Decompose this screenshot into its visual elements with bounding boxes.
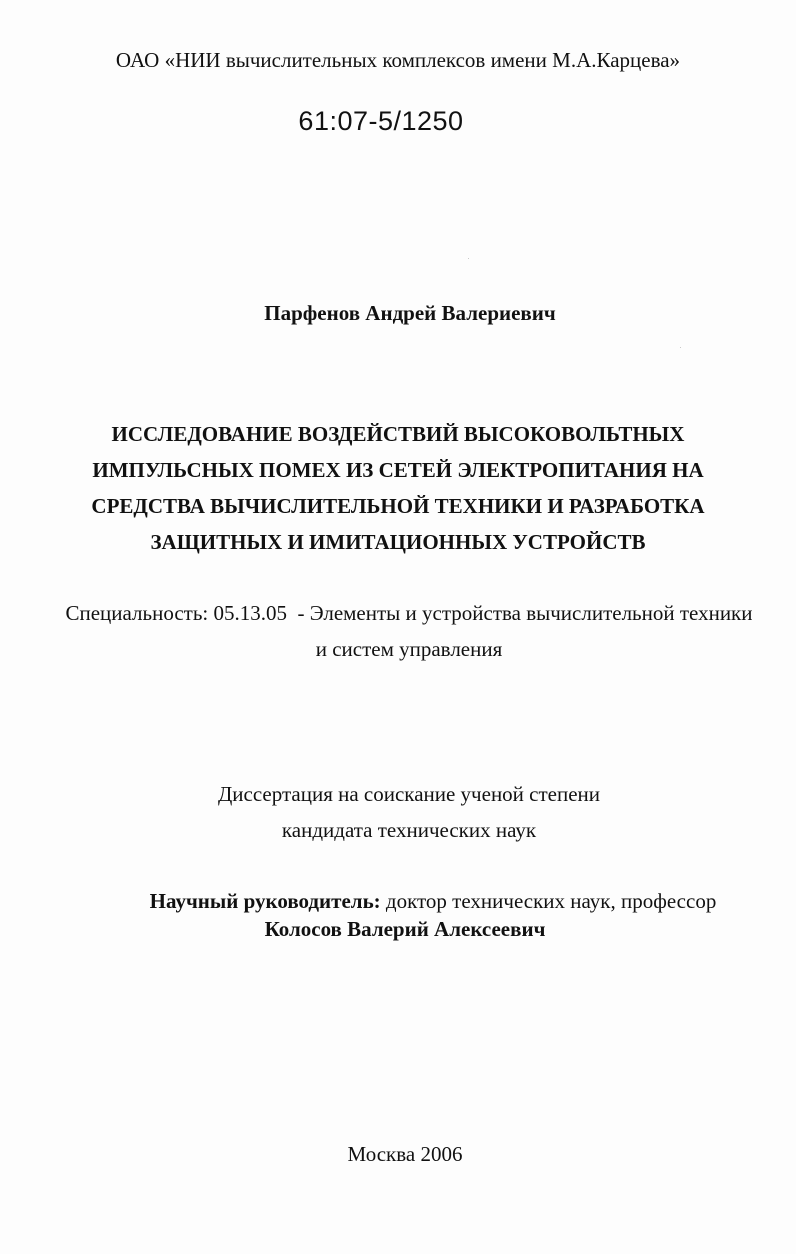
scan-speck xyxy=(468,258,469,259)
degree-name: кандидата технических наук xyxy=(281,818,537,842)
title-line: ЗАЩИТНЫХ И ИМИТАЦИОННЫХ УСТРОЙСТВ xyxy=(150,530,646,554)
organization-name: ОАО «НИИ вычислительных комплексов имени М.А.Карцева» xyxy=(115,48,681,72)
specialty-line: Специальность: 05.13.05 - Элементы и устройства вычислительной техники xyxy=(65,601,753,625)
supervisor-name: Колосов Валерий Алексеевич xyxy=(264,917,546,941)
supervisor-label: Научный руководитель: xyxy=(149,889,381,913)
specialty-line-continued: и систем управления xyxy=(315,637,503,661)
title-line: ИМПУЛЬСНЫХ ПОМЕХ ИЗ СЕТЕЙ ЭЛЕКТРОПИТАНИЯ НА xyxy=(92,458,704,482)
title-line: СРЕДСТВА ВЫЧИСЛИТЕЛЬНОЙ ТЕХНИКИ И РАЗРАБОТКА xyxy=(91,494,705,518)
city-year: Москва 2006 xyxy=(347,1142,463,1166)
author-name: Парфенов Андрей Валериевич xyxy=(264,301,556,325)
degree-statement: Диссертация на соискание ученой степени xyxy=(217,782,601,806)
catalog-code: 61:07-5/1250 xyxy=(298,106,464,136)
scan-speck xyxy=(680,347,681,348)
title-line: ИССЛЕДОВАНИЕ ВОЗДЕЙСТВИЙ ВЫСОКОВОЛЬТНЫХ xyxy=(111,422,685,446)
dissertation-title xyxy=(0,416,796,560)
supervisor-degree: доктор технических наук, профессор xyxy=(380,889,717,913)
supervisor-line xyxy=(0,888,796,914)
